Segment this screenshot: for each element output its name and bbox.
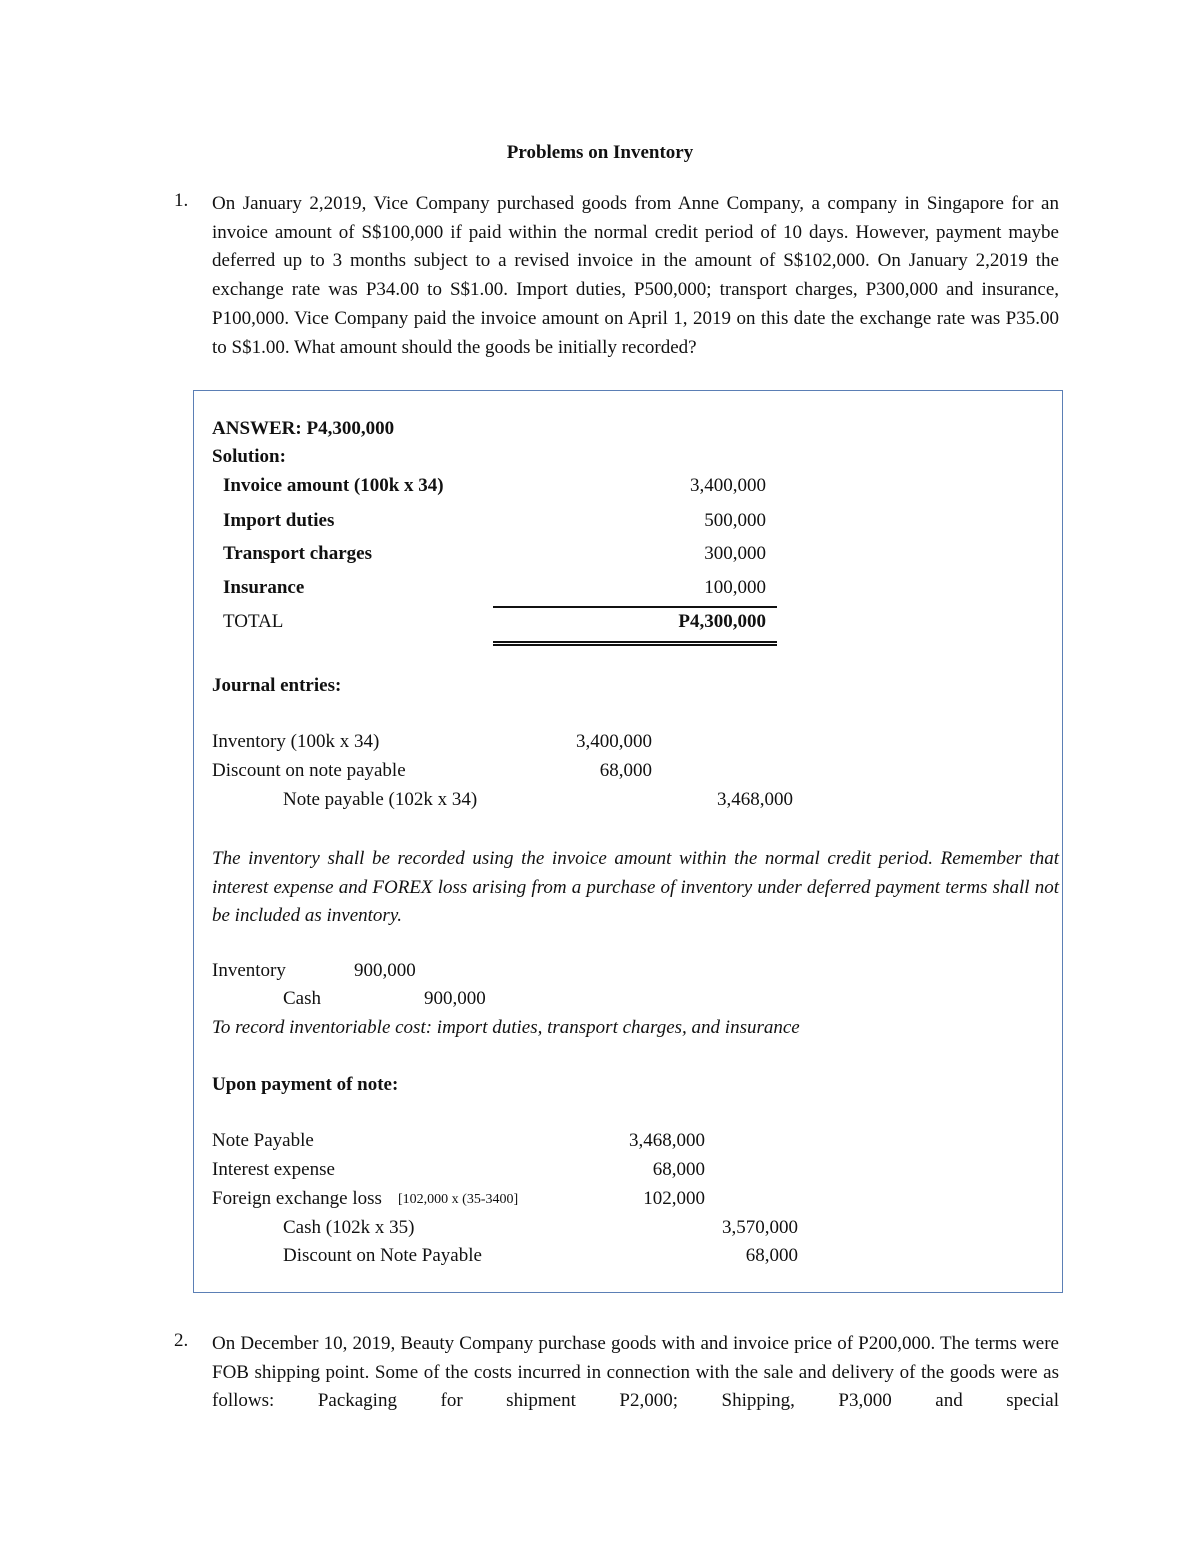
question-2-text: On December 10, 2019, Beauty Company purchase goods with and invoice price of P200,000. The terms were FOB shipping point. Some of the costs incurred in connection with the sale and delivery of the goods were as follows: Packaging for shipment P2,000; Shipping, P3,000 and special	[212, 1333, 1059, 1412]
je-account: Inventory (100k x 34)	[212, 731, 380, 752]
note-inventoriable-cost: To record inventoriable cost: import duties, transport charges, and insurance	[212, 1017, 800, 1038]
payment-heading: Upon payment of note:	[212, 1074, 399, 1095]
je-debit: 3,400,000	[576, 731, 652, 752]
je-account: Foreign exchange loss	[212, 1188, 382, 1209]
je-credit: 900,000	[424, 988, 486, 1009]
je-credit: 68,000	[745, 1245, 798, 1266]
solution-row-amount: 300,000	[704, 543, 766, 564]
page-title: Problems on Inventory	[506, 142, 694, 163]
note-deferred-payment: The inventory shall be recorded using the invoice amount within the normal credit period. Remember that interest expense and FOREX loss arising from a purchase of inventory under deferred payment terms shall not be included as inventory.	[212, 848, 1059, 927]
je-credit: 3,468,000	[717, 789, 793, 810]
solution-row-amount: 100,000	[704, 577, 766, 598]
je-debit: 68,000	[652, 1159, 705, 1180]
journal-heading: Journal entries:	[212, 675, 342, 696]
je-account: Note Payable	[212, 1130, 314, 1151]
je-account: Note payable (102k x 34)	[283, 789, 478, 810]
je-account: Interest expense	[212, 1159, 335, 1180]
total-double-rule-2	[493, 644, 777, 646]
je-debit: 900,000	[354, 960, 416, 981]
je-account: Inventory	[212, 960, 286, 981]
solution-row-amount: 3,400,000	[690, 475, 766, 496]
total-double-rule-1	[493, 641, 777, 643]
je-debit: 68,000	[599, 760, 652, 781]
je-account: Cash (102k x 35)	[283, 1217, 415, 1238]
je-detail: [102,000 x (35-3400]	[398, 1192, 519, 1207]
solution-row-label: Transport charges	[223, 543, 372, 564]
question-1-text: On January 2,2019, Vice Company purchased goods from Anne Company, a company in Singapore for an invoice amount of S$100,000 if paid within the normal credit period of 10 days. However, payment maybe deferred up to 3 months subject to a revised invoice in the amount of S$102,000. On January 2,2019 the exchange rate was P34.00 to S$1.00. Import duties, P500,000; transport charges, P300,000 and insurance, P100,000. Vice Company paid the invoice amount on April 1, 2019 on this date the exchange rate was P35.00 to S$1.00. What amount should the goods be initially recorded?	[212, 193, 1059, 358]
je-account: Cash	[283, 988, 321, 1009]
total-top-rule	[493, 606, 777, 608]
je-credit: 3,570,000	[722, 1217, 798, 1238]
je-debit: 3,468,000	[629, 1130, 705, 1151]
total-label: TOTAL	[223, 611, 284, 632]
total-amount: P4,300,000	[678, 611, 766, 632]
solution-row-label: Insurance	[223, 577, 305, 598]
solution-row-label: Import duties	[223, 510, 335, 531]
je-account: Discount on note payable	[212, 760, 406, 781]
question-1-number: 1.	[174, 190, 189, 211]
je-debit: 102,000	[643, 1188, 705, 1209]
je-account: Discount on Note Payable	[283, 1245, 482, 1266]
solution-row-label: Invoice amount (100k x 34)	[223, 475, 444, 496]
question-2-number: 2.	[174, 1330, 189, 1351]
solution-row-amount: 500,000	[704, 510, 766, 531]
solution-label: Solution:	[212, 446, 286, 467]
answer-label: ANSWER: P4,300,000	[212, 418, 395, 439]
